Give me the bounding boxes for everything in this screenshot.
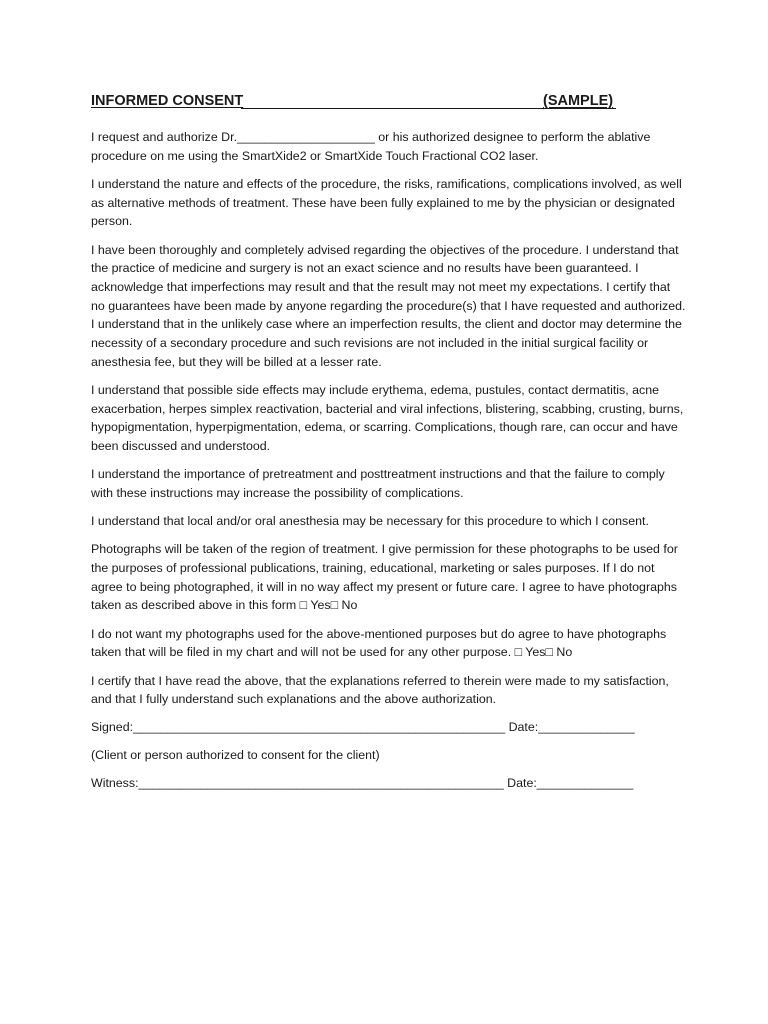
client-note: (Client or person authorized to consent for the client) — [91, 748, 380, 763]
paragraph-instructions: I understand the importance of pretreatment and posttreatment instructions and that the failure to comply with these instructions may increase the possibility of complications. — [91, 467, 665, 500]
paragraph-anesthesia: I understand that local and/or oral anesthesia may be necessary for this procedure to which I consent. — [91, 514, 649, 529]
paragraph-side-effects: I understand that possible side effects may include erythema, edema, pustules, contact dermatitis, acne exacerbation, herpes simplex reactivation, bacterial and viral infections, blistering, scabbing, crusting, burns, hypopigmentation, hyperpigmentation, edema, or scarring. Complications, though rare, can occur and have been discussed and understood. — [91, 382, 684, 454]
title-row — [91, 93, 686, 115]
paragraph-understanding: I understand the nature and effects of the procedure, the risks, ramifications, complications involved, as well as alternative methods of treatment. These have been fully explained to me by the physician or designated person. — [91, 176, 682, 229]
paragraph-photographs-chart: I do not want my photographs used for the above-mentioned purposes but do agree to have photographs taken that will be filed in my chart and will not be used for any other purpose. □ Yes□ No — [91, 626, 667, 660]
paragraph-objectives: I have been thoroughly and completely advised regarding the objectives of the procedure. I understand that the practice of medicine and surgery is not an exact science and no results have been guaranteed. I acknowledge that imperfections may result and that the result may not meet my expectations. I certify that no guarantees have been made by anyone regarding the procedure(s) that I have requested and authorized. I understand that in the unlikely case where an imperfection results, the client and doctor may determine the necessity of a secondary procedure and such revisions are not included in the initial surgical facility or anesthesia fee, but they will be billed at a lesser rate. — [91, 242, 686, 369]
paragraph-authorization: I request and authorize Dr.____________________ or his authorized designee to perform the ablative procedure on me using the SmartXide2 or SmartXide Touch Fractional CO2 laser. — [91, 130, 651, 163]
signed-line: Signed:______________________________________________________ Date:______________ — [91, 720, 635, 735]
document-title: INFORMED CONSENT — [91, 93, 244, 109]
witness-line: Witness:_____________________________________________________ Date:______________ — [91, 775, 634, 790]
paragraph-photographs: Photographs will be taken of the region of treatment. I give permission for these photographs to be used for the purposes of professional publications, training, educational, marketing or sales purposes. If I do not agree to being photographed, it will in no way affect my present or future care. I agree to have photographs taken as described above in this form □ Yes□ No — [91, 542, 678, 613]
paragraph-certification: I certify that I have read the above, that the explanations referred to therein were made to my satisfaction, and that I fully understand such explanations and the above authorization. — [91, 673, 669, 707]
sample-label: (SAMPLE) — [543, 93, 614, 109]
consent-form-page — [91, 93, 686, 802]
